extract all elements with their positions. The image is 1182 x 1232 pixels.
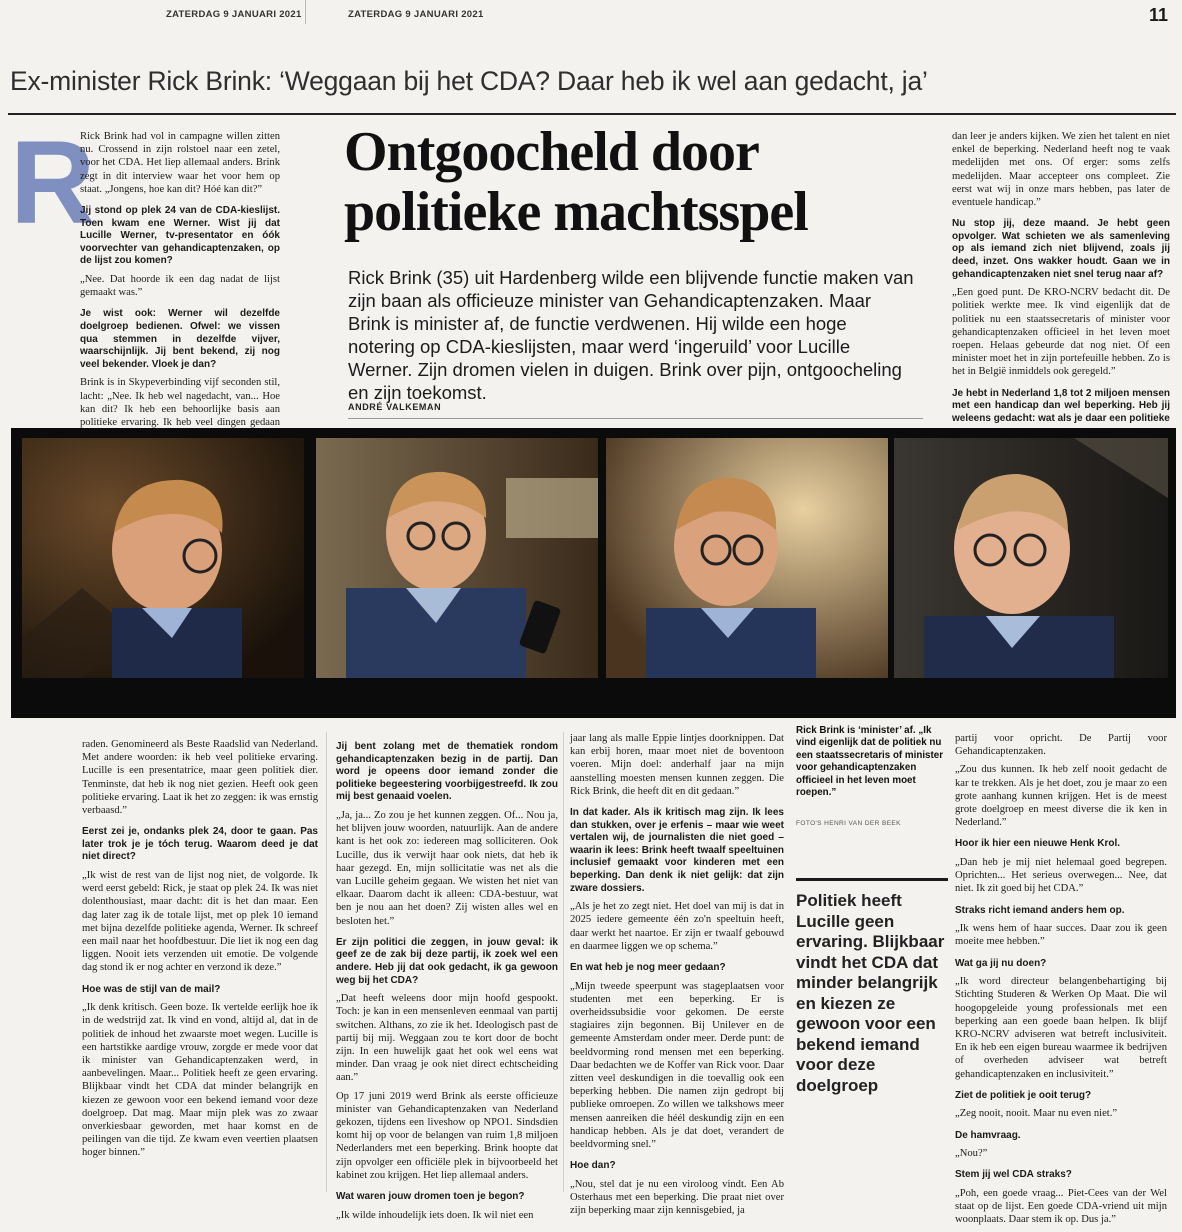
article-column-5 bbox=[952, 130, 1170, 430]
column-divider bbox=[326, 732, 327, 1192]
byline-rule bbox=[348, 418, 923, 419]
interview-question: Jij bent zolang met de thematiek rondom gehandicaptenzaken bezig in de partij. Dan word je opeens door iemand zonder die politieke begeestering voorbijgestreefd. Ik zou mij best genaaid voelen. bbox=[336, 741, 558, 803]
interview-question: In dat kader. Als ik kritisch mag zijn. Ik lees dan stukken, over je erfenis – maar wie weet vertalen wij, de journalisten die niet goed – waarin ik lees: Brink heeft twaalf speeltuinen inclusief gemaakt voor kinderen met een beperking. Dan denk ik niet gelijk: dat zijn zware dossiers. bbox=[570, 807, 784, 894]
interview-question: Nu stop jij, deze maand. Je hebt geen opvolger. Wat schieten we als samenleving op als iemand zich niet blijvend, zoals jij deed, inzet. Ons wakker houdt. Gaan we in gehandicaptenzaken niet snel terug naar af? bbox=[952, 218, 1170, 280]
body-paragraph: „Ja, ja... Zo zou je het kunnen zeggen. Of... Nou ja, het blijven jouw woorden, natuurlijk. Aan de andere kant is het ook zo: iedereen mag solliciteren. Ook Lucille, dus ik verwijt haar ook niets, dat heb ik haar gezegd. En, mijn sollicitatie was net als die van Lucille geheim gegaan. We wisten het niet van elkaar. Daarom dacht ik alleen: CDA-bestuur, wat ben je nou aan het doen? Zij wisten alles wel en besloten het.” bbox=[336, 809, 558, 927]
interview-question: De hamvraag. bbox=[955, 1129, 1021, 1141]
body-paragraph: „Dat heeft weleens door mijn hoofd gespookt. Toch: je kan in een mensenleven eenmaal van partij switchen. Althans, zo zie ik het. Ideologisch past de partij bij mij. Weggaan zou te kort door de bocht zijn. In een huwelijk gaat het ook wel eens wat minder. Dan vraag je ook niet direct echtscheiding aan.” bbox=[336, 993, 558, 1084]
page-header bbox=[0, 0, 1182, 26]
body-paragraph: partij voor opricht. De Partij voor Gehandicaptenzaken. bbox=[955, 733, 1167, 758]
intro-paragraph: Rick Brink (35) uit Hardenberg wilde een blijvende functie maken van zijn baan als officieuze minister van Gehandicaptenzaken. Maar Brink is minister af, de functie verdwenen. Hij wilde een hoge notering op CDA-kieslijsten, maar werd ‘ingeruild’ voor Lucille Werner. Zijn dromen vielen in duigen. Brink over pijn, ontgoocheling en zijn toekomst. bbox=[348, 267, 914, 403]
interview-question: Wat ga jij nu doen? bbox=[955, 957, 1047, 969]
interview-question: Ziet de politiek je ooit terug? bbox=[955, 1089, 1092, 1101]
photo-3 bbox=[606, 438, 888, 678]
article-column-1 bbox=[80, 130, 280, 461]
interview-question: Hoe dan? bbox=[570, 1160, 616, 1172]
interview-question: Stem jij wel CDA straks? bbox=[955, 1169, 1072, 1181]
interview-question: Eerst zei je, ondanks plek 24, door te gaan. Pas later trok je je tóch terug. Waarom deed je dat niet direct? bbox=[82, 826, 318, 863]
column-divider bbox=[563, 732, 564, 1192]
page-fold-divider bbox=[305, 0, 306, 24]
body-paragraph: „Zou dus kunnen. Ik heb zelf nooit gedacht de kar te trekken. Als je het doet, zou je maar zo een grote aanhang kunnen krijgen. Het is de meest grote doelgroep en meest diverse die ik ken in Nederland.” bbox=[955, 764, 1167, 829]
body-paragraph: „Als je het zo zegt niet. Het doel van mij is dat in 2025 iedere gemeente één zo'n speeltuin heeft, daar werkt het naartoe. Er zijn er twaalf gebouwd en daarmee liggen we op schema.” bbox=[570, 901, 784, 952]
body-paragraph: „Nee. Dat hoorde ik een dag nadat de lijst gemaakt was.” bbox=[80, 273, 280, 299]
interview-question: Hoor ik hier een nieuwe Henk Krol. bbox=[955, 838, 1121, 850]
photo-2 bbox=[316, 438, 598, 678]
photo-4 bbox=[894, 438, 1168, 678]
headline: Ontgoocheld door politieke machtsspel bbox=[344, 121, 808, 243]
photo-1 bbox=[22, 438, 304, 678]
date-right: ZATERDAG 9 JANUARI 2021 bbox=[348, 9, 484, 20]
body-paragraph: „Nou, stel dat je nu een viroloog vindt. Een Ab Osterhaus met een beperking. Die praat niet over zijn beperking maar zijn kennisgebied, ja bbox=[570, 1178, 784, 1217]
article-column-4 bbox=[570, 732, 784, 1222]
date-left: ZATERDAG 9 JANUARI 2021 bbox=[166, 9, 302, 20]
interview-question: Er zijn politici die zeggen, in jouw geval: ik geef ze de zak bij deze partij, ik zoek wel een andere. Heb jij dat ook gedacht, ik ga gewoon weg bij het CDA? bbox=[336, 936, 558, 986]
article-column-3 bbox=[336, 732, 558, 1227]
body-paragraph: „Poh, een goede vraag... Piet-Cees van der Wel staat op de lijst. Een goede CDA-vriend uit mijn woonplaats. Daar stem ik op. Dus ja.” bbox=[955, 1188, 1167, 1226]
interview-question: Wat waren jouw dromen toen je begon? bbox=[336, 1191, 525, 1203]
photo-credit: FOTO'S HENRI VAN DER BEEK bbox=[796, 820, 901, 827]
kicker-title: Ex-minister Rick Brink: ‘Weggaan bij het CDA? Daar heb ik wel aan gedacht, ja’ bbox=[10, 66, 928, 96]
body-paragraph: „Dan heb je mij niet helemaal goed begrepen. Oprichten... Het serieus overwegen... Nee, dat niet. Ik zit goed bij het CDA.” bbox=[955, 857, 1167, 895]
article-column-6 bbox=[955, 732, 1167, 1232]
interview-question: Jij stond op plek 24 van de CDA-kieslijst. Toen kwam ene Werner. Wist jij dat Lucille Werner, tv-presentator en óók voorvechter van gehandicaptenzaken, op de lijst zou komen? bbox=[80, 205, 280, 267]
interview-question: Straks richt iemand anders hem op. bbox=[955, 904, 1125, 916]
body-paragraph: „Zeg nooit, nooit. Maar nu even niet.” bbox=[955, 1108, 1118, 1120]
body-paragraph: jaar lang als malle Eppie lintjes doorknippen. Dat kan erbij horen, maar moet niet de boventoon voeren. Mijn doel: anderhalf jaar na mijn aanstelling moesten mensen kunnen zeggen. Die Rick Brink, die heeft dit en dit gedaan.” bbox=[570, 733, 784, 797]
body-paragraph: „Een goed punt. De KRO-NCRV bedacht dit. De politiek werkte mee. Ik vind eigenlijk dat de politiek nu een staatssecretaris of minister voor gehandicaptenzaken officieel in het leven moet roepen. Helaas gebeurde dat nog niet. Of een minister moet het in zijn portefeuille hebben. Zo is het in België inmiddels ook geregeld.” bbox=[952, 287, 1170, 378]
pull-quote: Politiek heeft Lucille geen ervaring. Blijkbaar vindt het CDA dat minder belangrijk en kiezen ze gewoon voor een bekend iemand voor deze doelgroep bbox=[796, 878, 948, 1096]
body-paragraph: Brink is in Skypeverbinding vijf seconden stil, lacht: „Nee. Ik heb wel nagedacht, van... Hoe kan dit? Ik heb een behoorlijke basis aan politieke ervaring. Ik heb veel dingen gedaan bbox=[80, 377, 280, 428]
body-paragraph: Op 17 juni 2019 werd Brink als eerste officieuze minister van Gehandicaptenzaken van Nederland gekozen, tijdens een liveshow op NPO1. Sindsdien komt hij op voor de belangen van ruim 1,8 miljoen Nederlanders met een beperking. Brink hoopte dat zijn opvolger een officiële plek in bijvoorbeeld het kabinet zou krijgen. Het liep allemaal anders. bbox=[336, 1090, 558, 1181]
body-paragraph: „Mijn tweede speerpunt was stageplaatsen voor studenten met een beperking. Er is overheidssubsidie voor gekomen. De eerste stagiaires zijn begonnen. Bij Unilever en de gemeente Amsterdam onder meer. Derde punt: de beeldvorming rond mensen met een beperking. Daar bedachten we de Koffer van Rick voor. Daar zitten veel deskundigen in die toevallig ook een beperking hebben. Die namen zijn gedropt bij publieke omroepen. Zo willen we talkshows meer mensen aanreiken die héél deskundig zijn en een handicap hebben. Als je dat doet, verandert de beeldvorming snel.” bbox=[570, 980, 784, 1151]
body-paragraph: „Nou?” bbox=[955, 1148, 988, 1160]
kicker-rule bbox=[8, 113, 1176, 115]
body-paragraph: „Ik wens hem of haar succes. Daar zou ik geen moeite mee hebben.” bbox=[955, 923, 1167, 948]
interview-question: Hoe was de stijl van de mail? bbox=[82, 983, 221, 995]
body-paragraph: Rick Brink had vol in campagne willen zitten nu. Crossend in zijn rolstoel naar een zetel, voor het CDA. Het liep allemaal anders. Brink zegt in dit interview waar het voor hem op staat. „Jongens, hoe kan dit? Hóé kan dit?” bbox=[80, 131, 280, 195]
drop-cap: R bbox=[10, 117, 96, 249]
body-paragraph: dan leer je anders kijken. We zien het talent en niet enkel de beperking. Nederland heeft nog te vaak medelijden met ons. Of erger: soms zelfs medelijden. Maar accepteer ons compleet. Zie eerst wat wij in onze mars hebben, pas later de eventuele handicap.” bbox=[952, 131, 1170, 209]
photo-caption: Rick Brink is ‘minister’ af. „Ik vind eigenlijk dat de politiek nu een staatssecretaris of minister voor gehandicaptenzaken officieel in het leven moet roepen.” bbox=[796, 725, 944, 799]
interview-question: Je hebt in Nederland 1,8 tot 2 miljoen mensen met een handicap dan wel beperking. Heb jij weleens gedacht: wat als je daar een politieke bbox=[952, 387, 1170, 424]
interview-question: Je wist ook: Werner wil dezelfde doelgroep bedienen. Ofwel: we vissen qua stemmen in dezelfde vijver, waarschijnlijk. Jij bent bekend, zij nog veel bekender. Vloek je dan? bbox=[80, 308, 280, 370]
body-paragraph: „Ik word directeur belangenbehartiging bij Stichting Studeren & Werken Op Maat. Die wil hoogopgeleide young professionals met een beperking aan een goede baan helpen. Ik blijf KRO-NCRV adviseren wat betreft inclusiviteit. En ik heb een eigen bureau waarmee ik bedrijven of overheden adviseer wat betreft gehandicaptenzaken en inclusiviteit.” bbox=[955, 976, 1167, 1080]
article-column-2 bbox=[82, 738, 318, 1165]
body-paragraph: raden. Genomineerd als Beste Raadslid van Nederland. Met andere woorden: ik heb veel politieke ervaring. Lucille is een presentatrice, maar geen politiek dier. Tenminste, dat heb ik nog niet gezien. Heeft ook geen politieke ervaring. Laat ik het zo zeggen: ik was ernstig verbaasd.” bbox=[82, 739, 318, 817]
body-paragraph: „Ik wilde inhoudelijk iets doen. Ik wil niet een bbox=[336, 1209, 534, 1221]
body-paragraph: „Ik denk kritisch. Geen boze. Ik vertelde eerlijk hoe ik in de wedstrijd zat. Ik vind en vond, altijd al, dat in de politiek de inhoud het zwaarste moet wegen. Lucille is een hartstikke aardige vrouw, zorgde er mede voor dat ik minister van Gehandicaptenzaken werd, in aanbevelingen. Maar... Politiek heeft ze geen ervaring. Blijkbaar vindt het CDA dat minder belangrijk en kiezen ze gewoon voor een bekend iemand voor deze doelgroep. Dat mag. Maar mijn plek was zo zwaar onverkiesbaar geworden, met haar komst en de peilingen van die tijd. Ze kwam even veertien plaatsen hoger binnen.” bbox=[82, 1002, 318, 1159]
interview-question: En wat heb je nog meer gedaan? bbox=[570, 961, 726, 973]
body-paragraph: „Ik wist de rest van de lijst nog niet, de volgorde. Ik werd eerst gebeld: Rick, je staat op plek 24. Ik was niet dolenthousiast, maar dacht: dit is het dan maar. Een dag later zag ik de totale lijst, met op plek 10 iemand met bijna dezelfde politieke agenda, Werner. Ik schreef een mail naar het hoofdbestuur. Die liet ik nog een dag liggen. Nooit iets verzenden uit emotie. De volgende dag stond ik er nog achter en verzond ik deze.” bbox=[82, 870, 318, 974]
page-number: 11 bbox=[1148, 5, 1168, 25]
byline: ANDRÉ VALKEMAN bbox=[348, 402, 442, 412]
